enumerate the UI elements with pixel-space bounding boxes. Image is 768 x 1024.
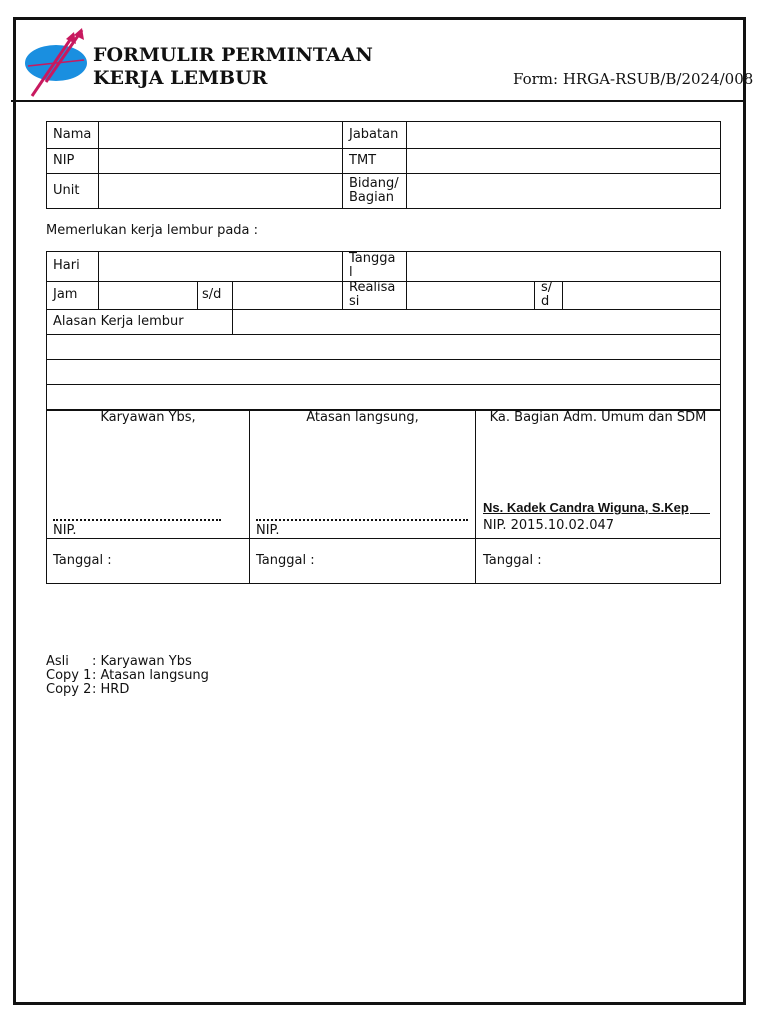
- label-jabatan: Jabatan: [349, 127, 399, 142]
- signer-underline-tail: [690, 513, 710, 514]
- field-hari[interactable]: [99, 252, 342, 281]
- sig-title-kabag: Ka. Bagian Adm. Umum dan SDM: [489, 410, 707, 425]
- distribution-item: Copy 1 : Atasan langsung: [46, 668, 209, 683]
- distribution-list: [46, 655, 209, 697]
- field-alasan-line-2[interactable]: [47, 335, 720, 359]
- signature-table: [46, 409, 721, 584]
- field-jam-mulai[interactable]: [99, 282, 197, 309]
- intro-text: Memerlukan kerja lembur pada :: [46, 223, 259, 238]
- field-realisasi-mulai[interactable]: [407, 282, 534, 309]
- sig-title-atasan: Atasan langsung,: [306, 410, 419, 425]
- field-bidang[interactable]: [407, 174, 720, 208]
- form-title-line2: KERJA LEMBUR: [93, 67, 268, 89]
- label-realisasi: Realisa si: [349, 280, 396, 309]
- signature-line-karyawan[interactable]: [53, 519, 221, 521]
- field-jabatan[interactable]: [407, 122, 720, 148]
- field-unit[interactable]: [99, 174, 342, 208]
- tanggal-karyawan: Tanggal :: [53, 553, 112, 568]
- label-nip: NIP: [53, 153, 75, 168]
- sig-title-karyawan: Karyawan Ybs,: [100, 410, 196, 425]
- label-sd: s/d: [202, 287, 222, 302]
- label-tanggal: Tangga l: [349, 251, 396, 280]
- field-alasan[interactable]: [233, 310, 720, 334]
- field-alasan-line-4[interactable]: [47, 385, 720, 409]
- label-unit: Unit: [53, 183, 80, 198]
- label-alasan: Alasan Kerja lembur: [53, 314, 184, 329]
- label-hari: Hari: [53, 258, 80, 273]
- signer-name: Ns. Kadek Candra Wiguna, S.Kep: [483, 500, 689, 515]
- form-code: Form: HRGA-RSUB/B/2024/008: [513, 70, 754, 88]
- tanggal-atasan: Tanggal :: [256, 553, 315, 568]
- form-title-line1: FORMULIR PERMINTAAN: [93, 44, 373, 66]
- label-nama: Nama: [53, 127, 92, 142]
- header-divider: [11, 100, 744, 102]
- signer-nip: NIP. 2015.10.02.047: [483, 518, 615, 533]
- tanggal-kabag: Tanggal :: [483, 553, 542, 568]
- distribution-item: Copy 2 : HRD: [46, 682, 130, 697]
- nip-atasan-label: NIP.: [256, 523, 280, 538]
- distribution-item: Asli : Karyawan Ybs: [46, 654, 192, 669]
- label-tmt: TMT: [349, 153, 377, 168]
- form-title: [93, 44, 373, 90]
- field-nip[interactable]: [99, 149, 342, 173]
- label-bidang: Bidang/ Bagian: [349, 176, 399, 205]
- field-jam-selesai[interactable]: [233, 282, 342, 309]
- field-tmt[interactable]: [407, 149, 720, 173]
- label-jam: Jam: [53, 287, 78, 302]
- field-tanggal[interactable]: [407, 252, 720, 281]
- nip-karyawan-label: NIP.: [53, 523, 77, 538]
- signature-line-atasan[interactable]: [256, 519, 468, 521]
- field-alasan-line-3[interactable]: [47, 360, 720, 384]
- field-nama[interactable]: [99, 122, 342, 148]
- company-logo: [24, 26, 88, 98]
- label-sd-realisasi: s/ d: [541, 280, 553, 309]
- field-realisasi-selesai[interactable]: [563, 282, 720, 309]
